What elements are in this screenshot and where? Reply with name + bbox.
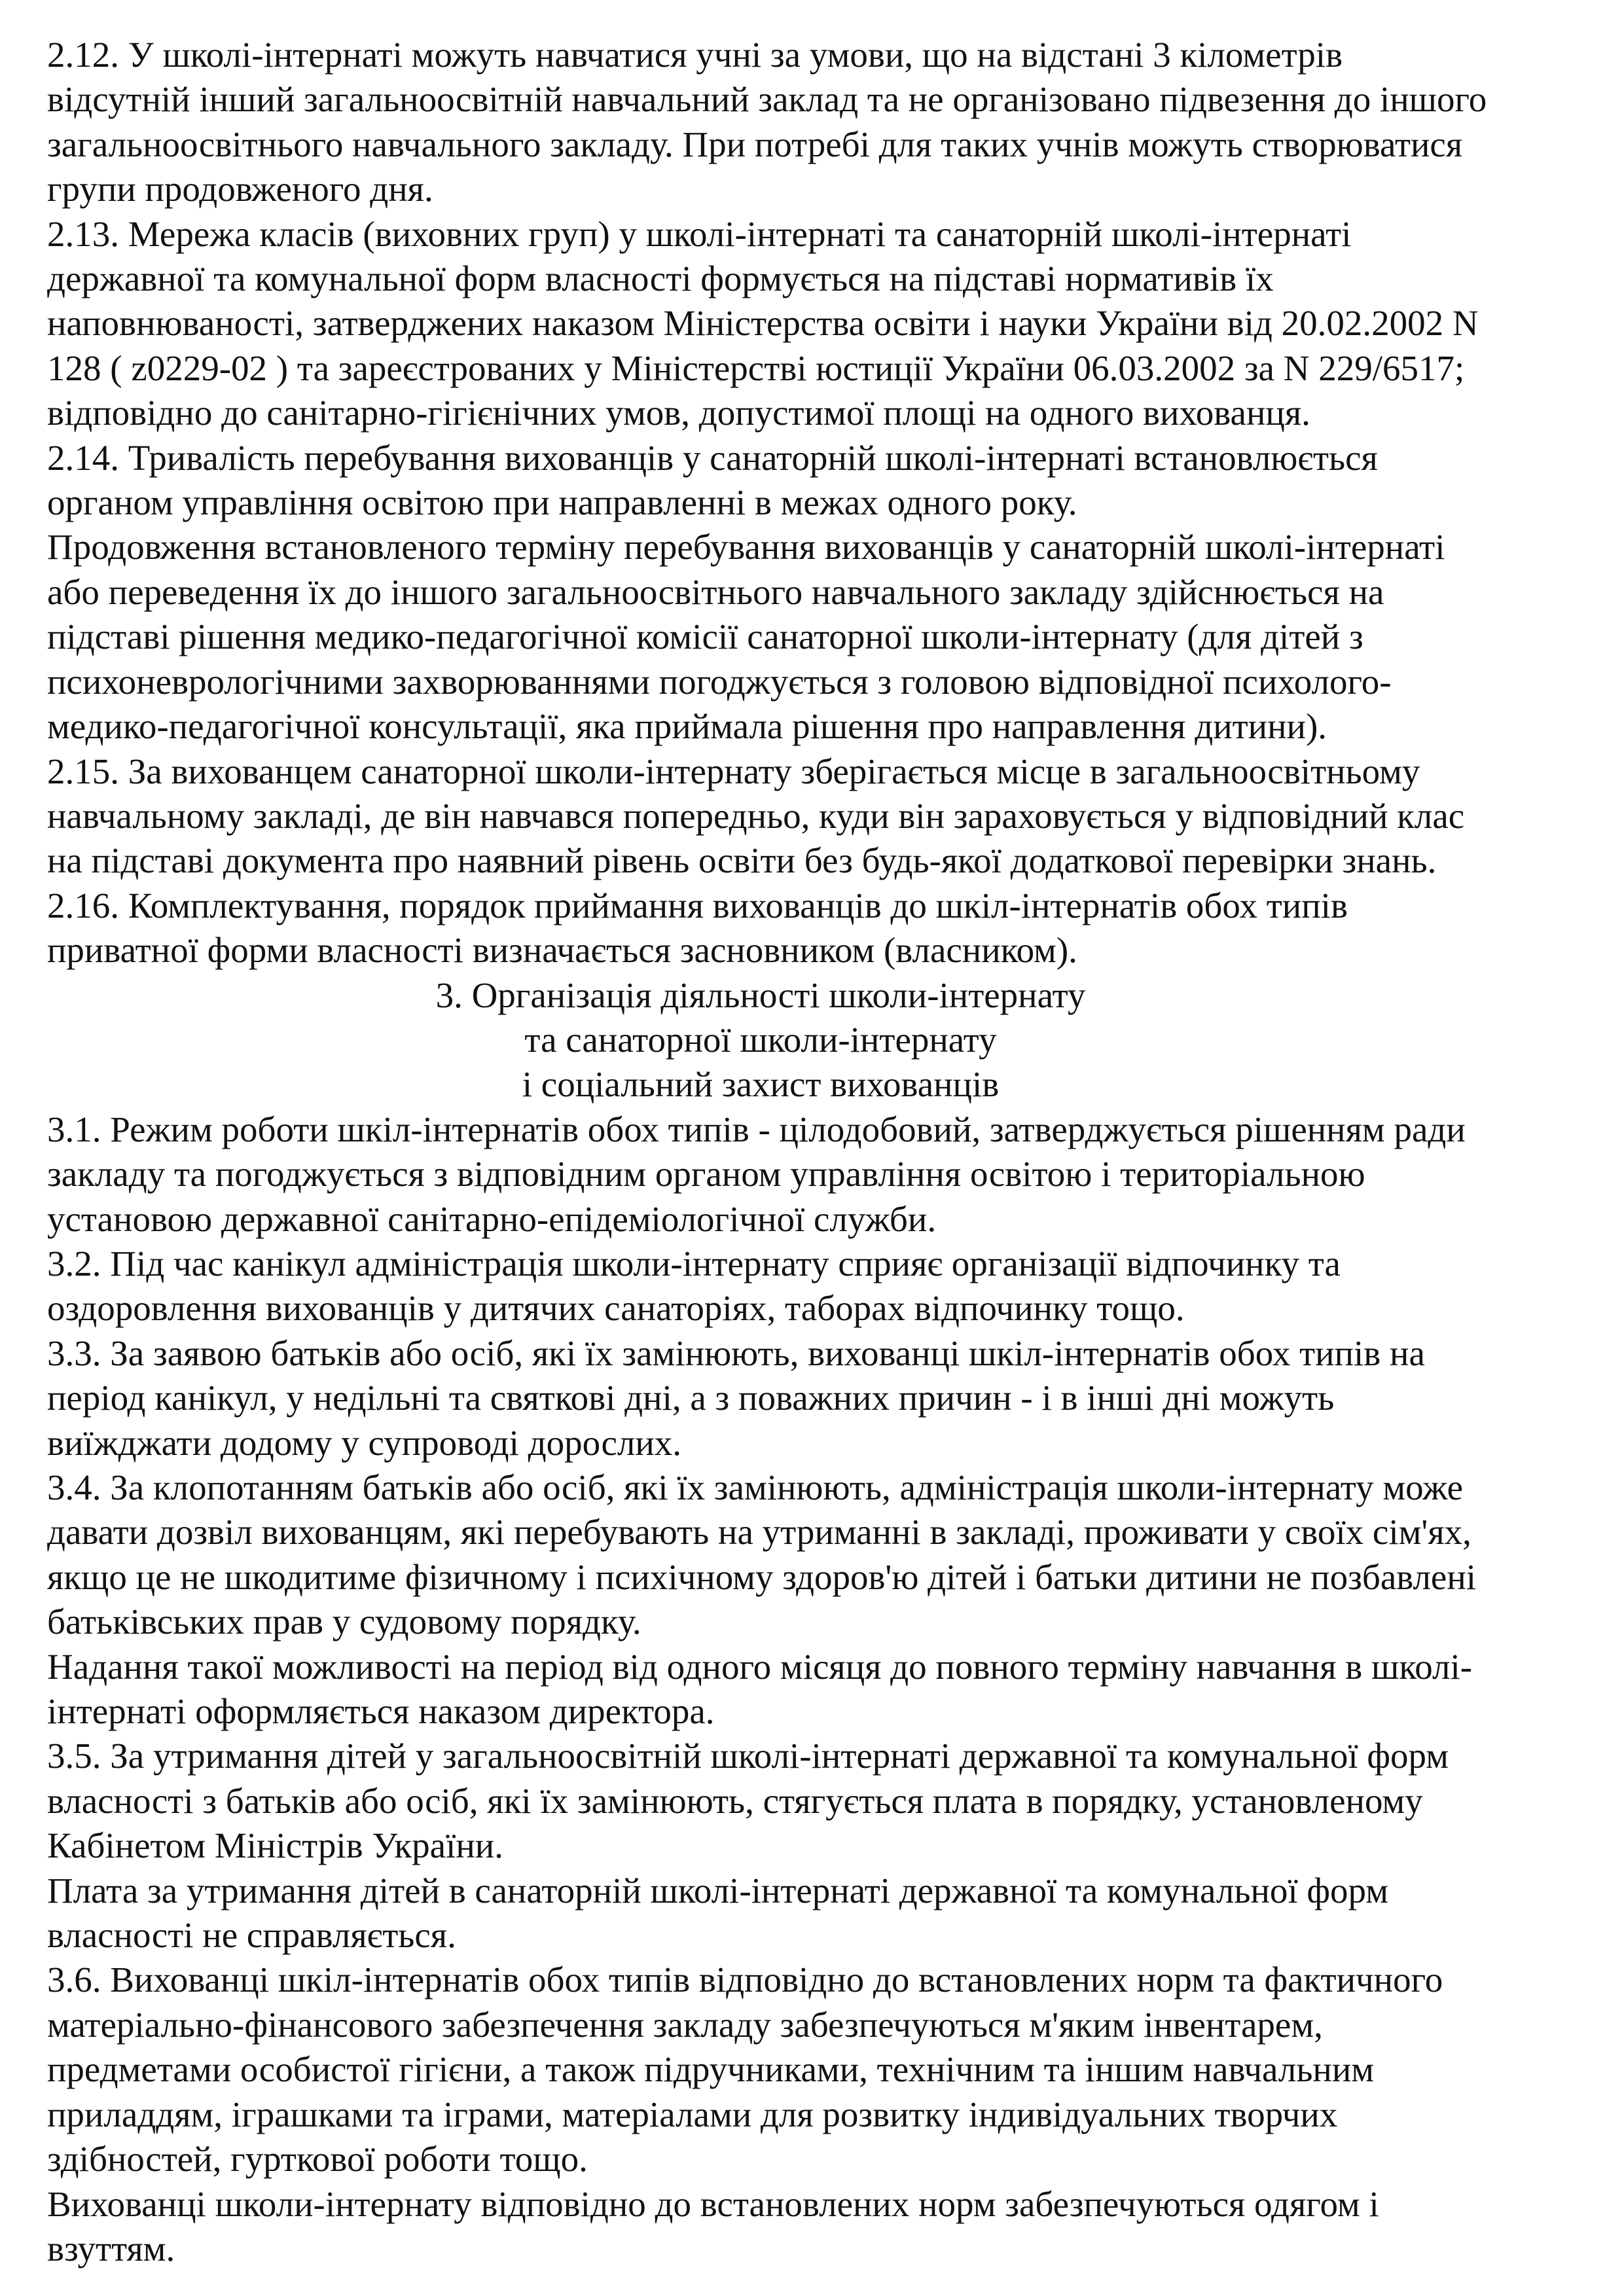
text-line: 3.5. За утримання дітей у загальноосвітній школі-інтернаті державної та комунальної форм [47, 1736, 1449, 1776]
text-line: 2.14. Тривалість перебування вихованців у санаторній школі-інтернаті встановлюється [47, 437, 1378, 478]
paragraph-p2-12 [47, 33, 1592, 212]
text-line: взуттям. [47, 2228, 175, 2269]
text-line: Кабінетом Міністрів України. [47, 1825, 503, 1866]
text-line: психоневрологічними захворюваннями погоджується з головою відповідної психолого- [47, 661, 1392, 702]
paragraph-p3-4b [47, 1645, 1592, 1734]
paragraph-p3-6 [47, 1958, 1592, 2181]
text-line: загальноосвітнього навчального закладу. При потребі для таких учнів можуть створюватися [47, 124, 1463, 164]
paragraph-p2-15 [47, 749, 1592, 884]
paragraph-p2-16 [47, 884, 1592, 973]
text-line: власності не справляється. [47, 1915, 456, 1956]
text-line: на підставі документа про наявний рівень освіти без будь-якої додаткової перевірки знань. [47, 840, 1437, 881]
text-line: Надання такої можливості на період від одного місяця до повного терміну навчання в школі- [47, 1646, 1473, 1687]
text-line: період канікул, у недільні та святкові дні, а з поважних причин - і в інші дні можуть [47, 1378, 1335, 1418]
text-line: здібностей, гурткової роботи тощо. [47, 2139, 588, 2179]
text-line: і соціальний захист вихованців [522, 1064, 1000, 1105]
text-line: наповнюваності, затверджених наказом Міністерства освіти і науки України від 20.02.2002 N [47, 303, 1479, 344]
text-line: медико-педагогічної консультації, яка приймала рішення про направлення дитини). [47, 706, 1327, 747]
text-line: 3.2. Під час канікул адміністрація школи-інтернату сприяє організації відпочинку та [47, 1243, 1341, 1283]
text-line: підставі рішення медико-педагогічної комісії санаторної школи-інтернату (для дітей з [47, 617, 1363, 657]
text-line: Продовження встановленого терміну перебування вихованців у санаторній школі-інтернаті [47, 527, 1445, 567]
text-line: та санаторної школи-інтернату [524, 1019, 997, 1060]
text-line: 3. Організація діяльності школи-інтернату [435, 975, 1086, 1015]
text-line: 3.4. За клопотанням батьків або осіб, які їх замінюють, адміністрація школи-інтернату може [47, 1467, 1463, 1507]
text-line: навчальному закладі, де він навчався попередньо, куди він зараховується у відповідний клас [47, 795, 1465, 836]
paragraph-p3-6b [47, 2182, 1592, 2272]
text-line: 3.6. Вихованці шкіл-інтернатів обох типів відповідно до встановлених норм та фактичного [47, 1960, 1443, 2000]
text-line: 128 ( z0229-02 ) та зареєстрованих у Міністерстві юстиції України 06.03.2002 за N 229/6517; [47, 348, 1465, 388]
paragraph-p2-14b [47, 525, 1592, 749]
document-page [47, 33, 1592, 2271]
text-line: 3.3. За заявою батьків або осіб, які їх замінюють, вихованці шкіл-інтернатів обох типів на [47, 1333, 1425, 1373]
text-line: батьківських прав у судовому порядку. [47, 1602, 641, 1642]
text-line: якщо це не шкодитиме фізичному і психічному здоров'ю дітей і батьки дитини не позбавлені [47, 1556, 1477, 1597]
paragraph-p3-2 [47, 1242, 1592, 1331]
paragraph-p2-13 [47, 212, 1592, 436]
paragraph-p3-3 [47, 1331, 1592, 1465]
text-line: давати дозвіл вихованцям, які перебувають на утриманні в закладі, проживати у своїх сім'ях, [47, 1512, 1471, 1552]
paragraph-p2-14 [47, 436, 1592, 526]
paragraph-p3-5 [47, 1734, 1592, 1868]
section-heading [47, 973, 1592, 1107]
text-line: групи продовженого дня. [47, 169, 433, 209]
text-line: приладдям, іграшками та іграми, матеріалами для розвитку індивідуальних творчих [47, 2094, 1338, 2134]
text-line: 3.1. Режим роботи шкіл-інтернатів обох типів - цілодобовий, затверджується рішенням ради [47, 1109, 1466, 1149]
text-line: установою державної санітарно-епідеміологічної служби. [47, 1198, 937, 1239]
paragraph-p3-4 [47, 1465, 1592, 1645]
text-line: закладу та погоджується з відповідним органом управління освітою і територіальною [47, 1154, 1365, 1194]
text-line: або переведення їх до іншого загальноосвітнього навчального закладу здійснюється на [47, 571, 1384, 612]
text-line: органом управління освітою при направленні в межах одного року. [47, 482, 1077, 523]
text-line: Вихованці школи-інтернату відповідно до встановлених норм забезпечуються одягом і [47, 2183, 1379, 2224]
paragraph-p3-5b [47, 1869, 1592, 1958]
text-line: відповідно до санітарно-гігієнічних умов, допустимої площі на одного вихованця. [47, 393, 1310, 433]
text-line: матеріально-фінансового забезпечення закладу забезпечуються м'яким інвентарем, [47, 2004, 1323, 2045]
text-line: відсутній інший загальноосвітній навчальний заклад та не організовано підвезення до іншого [47, 79, 1487, 120]
text-line: 2.16. Комплектування, порядок приймання вихованців до шкіл-інтернатів обох типів [47, 885, 1348, 925]
text-line: приватної форми власності визначається засновником (власником). [47, 930, 1077, 971]
text-line: власності з батьків або осіб, які їх замінюють, стягується плата в порядку, установленому [47, 1780, 1423, 1821]
text-line: 2.13. Мережа класів (виховних груп) у школі-інтернаті та санаторній школі-інтернаті [47, 213, 1352, 254]
text-line: 2.12. У школі-інтернаті можуть навчатися учні за умови, що на відстані 3 кілометрів [47, 35, 1343, 75]
text-line: державної та комунальної форм власності формується на підставі нормативів їх [47, 259, 1274, 299]
text-line: предметами особистої гігієни, а також підручниками, технічним та іншим навчальним [47, 2049, 1375, 2090]
text-line: 2.15. За вихованцем санаторної школи-інтернату зберігається місце в загальноосвітньому [47, 751, 1420, 791]
text-line: виїжджати додому у супроводі дорослих. [47, 1422, 682, 1463]
text-line: інтернаті оформляється наказом директора. [47, 1691, 715, 1732]
text-line: Плата за утримання дітей в санаторній школі-інтернаті державної та комунальної форм [47, 1870, 1389, 1910]
paragraph-p3-1 [47, 1107, 1592, 1242]
text-line: оздоровлення вихованців у дитячих санаторіях, таборах відпочинку тощо. [47, 1288, 1185, 1329]
